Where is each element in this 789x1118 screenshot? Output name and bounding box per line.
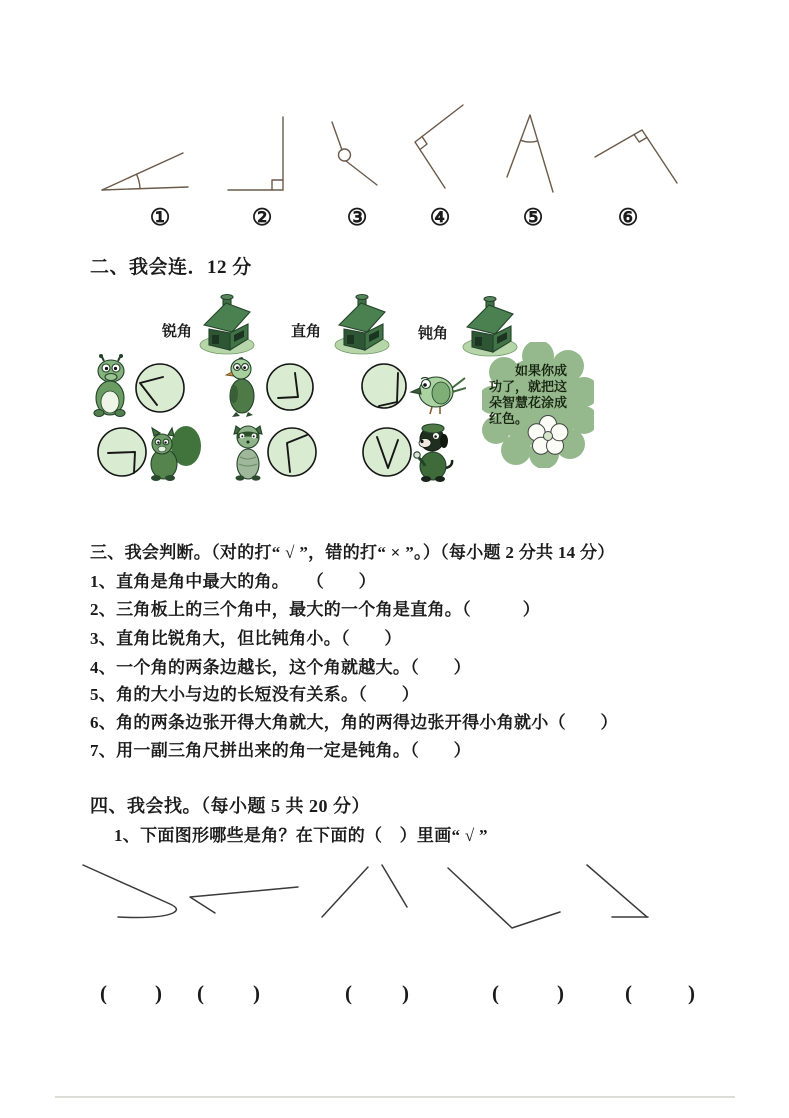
section3-title: 三、我会判断。（对的打“ √ ”，错的打“ × ”。）（每小题 2 分共 14 分） xyxy=(90,543,615,562)
shape-corner-angle xyxy=(587,865,648,917)
find-angle-shapes xyxy=(60,855,705,967)
angle-figure-5 xyxy=(507,115,553,192)
target-label-obtuse: 钝角 xyxy=(418,326,449,342)
squirrel-illustration xyxy=(146,422,202,482)
question-3-6: 6、角的两条边张开得大角就大，角的两得边张开得小角就小（ ） xyxy=(90,713,618,732)
section4-title: 四、我会找。（每小题 5 共 20 分） xyxy=(90,796,370,816)
target-label-acute: 锐角 xyxy=(162,324,193,340)
angle-figure-6 xyxy=(595,130,677,183)
house-icon xyxy=(196,291,258,355)
angle-figure-1 xyxy=(102,153,188,190)
angle-circle-1 xyxy=(134,362,186,414)
duck-illustration xyxy=(224,356,260,418)
answer-blank-2: ( ) xyxy=(197,981,260,1005)
figure-label-6: ⑥ xyxy=(617,205,639,230)
angle-figure-2 xyxy=(228,117,283,190)
answer-blank-1: ( ) xyxy=(100,981,162,1005)
section2-title: 二、我会连．12 分 xyxy=(90,257,252,278)
angle-circle-3 xyxy=(360,360,408,412)
question-3-5: 5、角的大小与边的长短没有关系。（ ） xyxy=(90,685,419,704)
angle-circle-5 xyxy=(266,426,318,478)
angle-circle-4 xyxy=(96,426,148,478)
figure-label-5: ⑤ xyxy=(522,205,544,230)
answer-blank-5: ( ) xyxy=(625,981,695,1005)
question-3-2: 2、三角板上的三个角中，最大的一个角是直角。（ ） xyxy=(90,600,541,619)
question-3-7: 7、用一副三角尺拼出来的角一定是钝角。（ ） xyxy=(90,741,471,760)
angle-circle-6 xyxy=(361,426,413,478)
shape-open-vertex-lines xyxy=(322,865,407,917)
shape-wide-v-angle xyxy=(448,868,560,928)
figure-label-1: ① xyxy=(149,205,171,230)
target-label-right: 直角 xyxy=(291,324,322,340)
angle-figures-row xyxy=(80,95,700,205)
question-4-1: 1、下面图形哪些是角？在下面的（ ）里画“ √ ” xyxy=(114,826,488,845)
question-3-4: 4、一个角的两条边越长，这个角就越大。（ ） xyxy=(90,658,471,677)
angle-figure-4 xyxy=(415,105,463,188)
angle-circle-2 xyxy=(265,362,315,412)
bird-illustration xyxy=(408,366,466,416)
figure-label-4: ④ xyxy=(429,205,451,230)
answer-blank-3: ( ) xyxy=(345,981,409,1005)
puppy-illustration xyxy=(411,422,455,482)
house-icon xyxy=(331,291,393,355)
figure-label-2: ② xyxy=(251,205,273,230)
answer-blank-4: ( ) xyxy=(492,981,564,1005)
question-3-1: 1、直角是角中最大的角。 （ ） xyxy=(90,572,376,591)
angle-figure-3 xyxy=(332,122,377,185)
dragon-illustration xyxy=(88,354,136,418)
shape-curved-hairpin xyxy=(83,865,176,918)
question-3-3: 3、直角比锐角大，但比钝角小。（ ） xyxy=(90,629,402,648)
figure-label-3: ③ xyxy=(346,205,368,230)
page-edge-line xyxy=(55,1096,735,1098)
shape-acute-angle xyxy=(190,887,298,913)
hint-text: 如果你成 功了，就把这 朵智慧花涂成 红色。 xyxy=(489,363,568,426)
raccoon-illustration xyxy=(228,421,268,481)
